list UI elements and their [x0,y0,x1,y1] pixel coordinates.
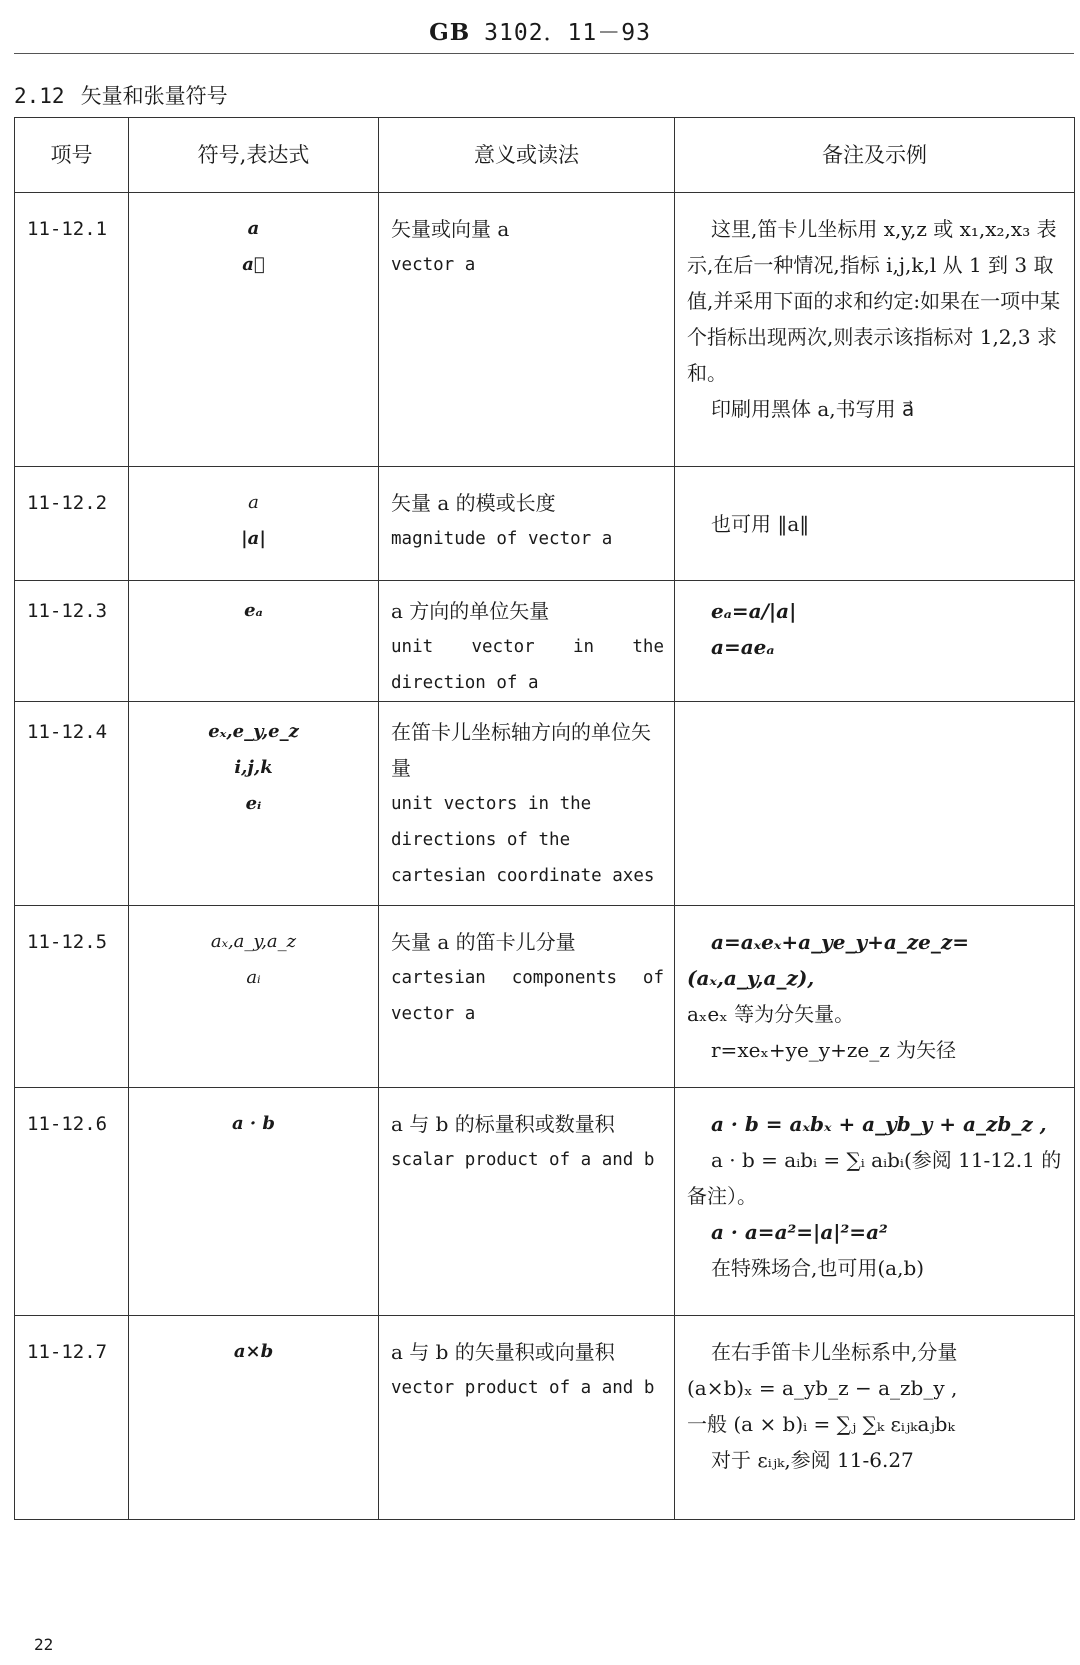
row-no: 11-12.6 [15,1088,129,1316]
row-meaning [379,1316,675,1520]
note-line: eₐ=a/|a| [711,599,797,623]
row-no: 11-12.1 [15,193,129,467]
col-header-meaning: 意义或读法 [379,118,675,193]
header-rule [14,53,1074,54]
symbol: eᵢ [245,793,262,814]
row-meaning [379,1088,675,1316]
meaning-zh: 矢量 a 的模或长度 [391,491,556,515]
row-meaning [379,581,675,702]
row-symbols [129,193,379,467]
meaning-zh: 在笛卡儿坐标轴方向的单位矢量 [391,720,651,780]
note-line: a · a=a²=|a|²=a² [711,1220,888,1244]
symbol: eₐ [244,600,263,621]
note-line: 一般 (a × b)ᵢ = ∑ⱼ ∑ₖ εᵢⱼₖaⱼbₖ [687,1412,955,1436]
row-notes [675,906,1075,1088]
row-no: 11-12.2 [15,467,129,581]
row-notes [675,1088,1075,1316]
row-notes [675,193,1075,467]
symbol: i,j,k [234,757,273,778]
meaning-zh: a 方向的单位矢量 [391,599,550,623]
note-line: a=aₓeₓ+a_ye_y+a_ze_z=(aₓ,a_y,a_z), [687,930,970,990]
note-line: a · b = aₓbₓ + a_yb_y + a_zb_z , [711,1112,1047,1136]
row-symbols [129,1088,379,1316]
meaning-en: vector a [391,255,476,275]
meaning-en: unit vector in the direction of a [391,637,664,693]
note-line: 在特殊场合,也可用(a,b) [711,1256,925,1280]
table-row [15,1316,1075,1520]
col-header-symbol: 符号,表达式 [129,118,379,193]
meaning-en: scalar product of a and b [391,1150,655,1170]
table-row [15,1088,1075,1316]
page-number: 22 [34,1635,54,1654]
table-row [15,906,1075,1088]
note-line: aₓeₓ 等为分矢量。 [687,1002,855,1026]
meaning-en: unit vectors in the directions of the cartesian coordinate axes [391,794,655,886]
meaning-en: magnitude of vector a [391,529,613,549]
table-row [15,193,1075,467]
symbol: a [248,492,259,513]
meaning-zh: 矢量或向量 a [391,217,510,241]
note-line: r=xeₓ+ye_y+ze_z 为矢径 [711,1038,957,1062]
symbol: |a| [241,528,266,549]
row-no: 11-12.4 [15,702,129,906]
row-notes [675,467,1075,581]
symbol: aᵢ [246,967,261,988]
meaning-zh: a 与 b 的矢量积或向量积 [391,1340,615,1364]
symbol: eₓ,e_y,e_z [208,721,299,742]
row-symbols [129,581,379,702]
header-std: GB [429,19,471,46]
note-line: 在右手笛卡儿坐标系中,分量 [711,1340,958,1364]
note-line: 对于 εᵢⱼₖ,参阅 11-6.27 [711,1448,914,1472]
row-symbols [129,1316,379,1520]
row-notes [675,702,1075,906]
row-symbols [129,467,379,581]
row-symbols [129,702,379,906]
section-title [14,80,228,110]
symbol: a×b [233,1341,274,1362]
row-meaning [379,702,675,906]
table-row [15,581,1075,702]
note-line: a=aeₐ [711,635,775,659]
row-meaning [379,193,675,467]
section-number: 2.12 [14,84,65,108]
note-line: 印刷用黑体 a,书写用 a⃗ [711,397,915,421]
table-header-row [15,118,1075,193]
symbol: aₓ,a_y,a_z [210,931,297,952]
table-row [15,467,1075,581]
col-header-no: 项号 [15,118,129,193]
section-title-text: 矢量和张量符号 [80,84,228,108]
note-line: (a×b)ₓ = a_yb_z − a_zb_y , [687,1376,958,1400]
row-meaning [379,906,675,1088]
meaning-zh: 矢量 a 的笛卡儿分量 [391,930,576,954]
symbol: a [247,218,260,239]
row-no: 11-12.5 [15,906,129,1088]
col-header-notes: 备注及示例 [675,118,1075,193]
row-notes [675,1316,1075,1520]
row-meaning [379,467,675,581]
note-line: 也可用 ‖a‖ [711,511,810,536]
header-number: 3102．11－93 [484,20,651,46]
meaning-zh: a 与 b 的标量积或数量积 [391,1112,615,1136]
symbol: a⃗ [242,254,265,275]
table-row [15,702,1075,906]
meaning-en: vector product of a and b [391,1378,655,1398]
page-header [0,14,1080,47]
symbols-table [14,117,1075,1520]
row-no: 11-12.7 [15,1316,129,1520]
row-no: 11-12.3 [15,581,129,702]
note-line: a · b = aᵢbᵢ = ∑ᵢ aᵢbᵢ(参阅 11-12.1 的备注）。 [687,1148,1062,1208]
note-line: 这里,笛卡儿坐标用 x,y,z 或 x₁,x₂,x₃ 表示,在后一种情况,指标 i,j,k,l 从 1 到 3 取值,并采用下面的求和约定:如果在一项中某个指标出现两次,则表示该指标对 1,2,3 求和。 [687,217,1061,385]
symbol: a · b [231,1113,276,1134]
row-notes [675,581,1075,702]
meaning-en: cartesian components of vector a [391,968,664,1024]
row-symbols [129,906,379,1088]
